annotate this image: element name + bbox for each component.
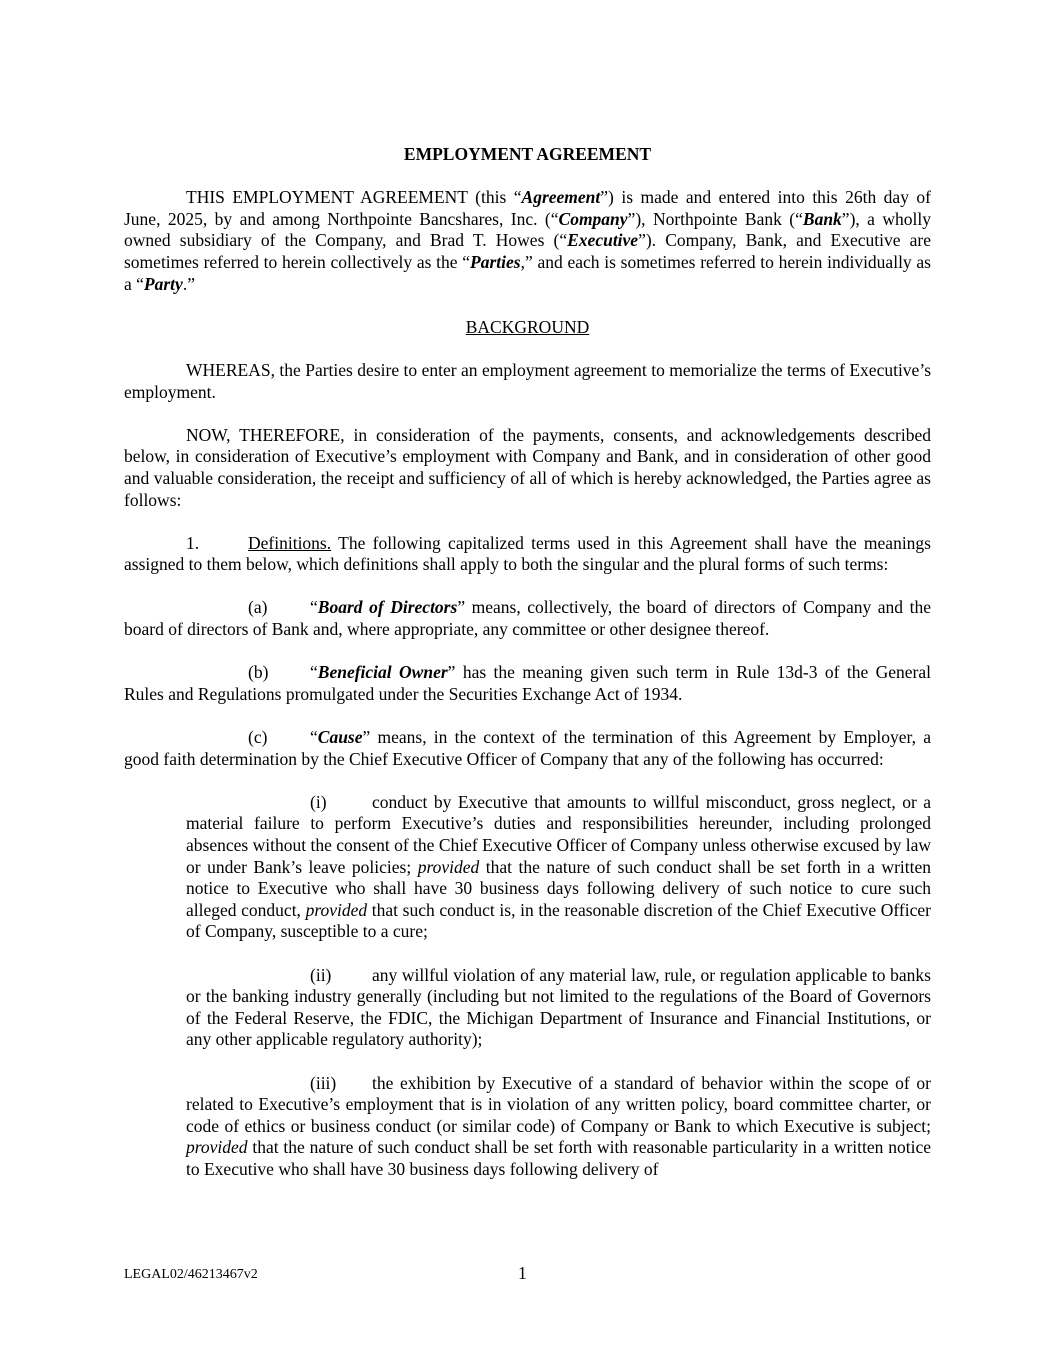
now-therefore-paragraph: NOW, THEREFORE, in consideration of the payments, consents, and acknowledgements described below, in consideration of Executive’s employment with Company and Bank, and in consideration of other good and valuable consideration, the receipt and sufficiency of all of which is hereby acknowledged, the Parties agree as follows: <box>124 424 931 510</box>
intro-text: ,” and each is sometimes referred to herein individually as a “ <box>124 251 931 294</box>
intro-text: ”) is made and entered into this 26th day of June, 2025, by and among Northpointe Bancshares, Inc. (“ <box>124 187 931 229</box>
definition-text: ” has the meaning given such term in Rule 13d-3 of the General Rules and Regulations promulgated under the Securities Exchange Act of 1934. <box>124 662 931 704</box>
clause-text: any willful violation of any material law, rule, or regulation applicable to banks or the banking industry generally (including but not limited to the regulations of the Board of Governors of the Federal Reserve, the FDIC, the Michigan Department of Insurance and Financial Institutions, or any other applicable regulatory authority); <box>186 964 931 1050</box>
clause-text: the exhibition by Executive of a standard of behavior within the scope of or related to Executive’s employment that is in violation of any written policy, board committee charter, or code of ethics or business conduct (or similar code) of Company or Bank to which Executive is subject; <box>186 1072 931 1136</box>
quote-mark: “ <box>310 597 318 618</box>
definition-text: ” means, in the context of the termination of this Agreement by Employer, a good faith determination by the Chief Executive Officer of Company that any of the following has occurred: <box>124 727 931 769</box>
defined-term-bank: Bank <box>802 208 842 229</box>
intro-text: ”). Company, Bank, and Executive are sometimes referred to herein collectively as the “ <box>124 230 931 272</box>
definition-label: (a) <box>248 597 268 618</box>
defined-term-party: Party <box>143 273 183 294</box>
background-heading <box>124 317 931 339</box>
defined-term-parties: Parties <box>470 251 521 272</box>
cause-clause-iii <box>186 1073 931 1181</box>
clause-label: (iii) <box>310 1072 337 1093</box>
footer-page-number: 1 <box>518 1263 527 1283</box>
section-1-definitions <box>124 533 931 576</box>
section-heading: Definitions. <box>248 532 332 553</box>
intro-paragraph <box>124 187 931 295</box>
cause-clause-i <box>186 792 931 943</box>
defined-term: Beneficial Owner <box>317 662 448 683</box>
defined-term-executive: Executive <box>567 230 639 251</box>
definition-cause <box>124 727 931 770</box>
defined-term: Board of Directors <box>317 597 458 618</box>
definition-label: (c) <box>248 727 268 748</box>
proviso-term: provided <box>305 899 368 920</box>
defined-term-company: Company <box>558 208 628 229</box>
background-heading-text: BACKGROUND <box>465 316 590 337</box>
whereas-paragraph: WHEREAS, the Parties desire to enter an employment agreement to memorialize the terms of Executive’s employment. <box>124 359 931 402</box>
clause-label: (i) <box>310 791 327 812</box>
clause-label: (ii) <box>310 964 332 985</box>
definition-text: ” means, collectively, the board of directors of Company and the board of directors of Bank and, where appropriate, any committee or other designee thereof. <box>124 597 931 640</box>
clause-text: that the nature of such conduct shall be set forth in a written notice to Executive who shall have 30 business days following delivery of such notice to cure such alleged conduct, <box>186 856 932 920</box>
proviso-term: provided <box>417 856 480 877</box>
defined-term-agreement: Agreement <box>521 187 601 208</box>
proviso-term: provided <box>186 1137 248 1158</box>
clause-text: that such conduct is, in the reasonable discretion of the Chief Executive Officer of Company, susceptible to a cure; <box>186 899 931 942</box>
defined-term: Cause <box>317 727 363 748</box>
document-title: EMPLOYMENT AGREEMENT <box>403 144 652 164</box>
document-body <box>124 144 931 1181</box>
section-text: The following capitalized terms used in this Agreement shall have the meanings assigned to them below, which definitions shall apply to both the singular and the plural forms of such terms: <box>124 532 931 575</box>
definition-label: (b) <box>248 662 269 683</box>
section-number: 1. <box>186 532 200 553</box>
intro-text: ”), a wholly owned subsidiary of the Company, and Brad T. Howes (“ <box>124 208 931 251</box>
clause-text: conduct by Executive that amounts to willful misconduct, gross neglect, or a material failure to perform Executive’s duties and responsibilities hereunder, including prolonged absences without the consent of the Chief Executive Officer of Company unless otherwise excused by law or under Bank’s leave policies; <box>186 791 931 877</box>
intro-text: .” <box>182 273 195 294</box>
footer-document-id: LEGAL02/46213467v2 <box>124 1267 258 1282</box>
quote-mark: “ <box>310 662 318 683</box>
intro-text: ”), Northpointe Bank (“ <box>627 208 803 229</box>
clause-text: that the nature of such conduct shall be set forth with reasonable particularity in a written notice to Executive who shall have 30 business days following delivery of <box>186 1137 931 1179</box>
intro-text: THIS EMPLOYMENT AGREEMENT (this “ <box>186 187 522 208</box>
definition-beneficial-owner <box>124 662 931 705</box>
definition-board-of-directors <box>124 597 931 640</box>
cause-clause-ii <box>186 965 931 1051</box>
quote-mark: “ <box>310 727 318 748</box>
